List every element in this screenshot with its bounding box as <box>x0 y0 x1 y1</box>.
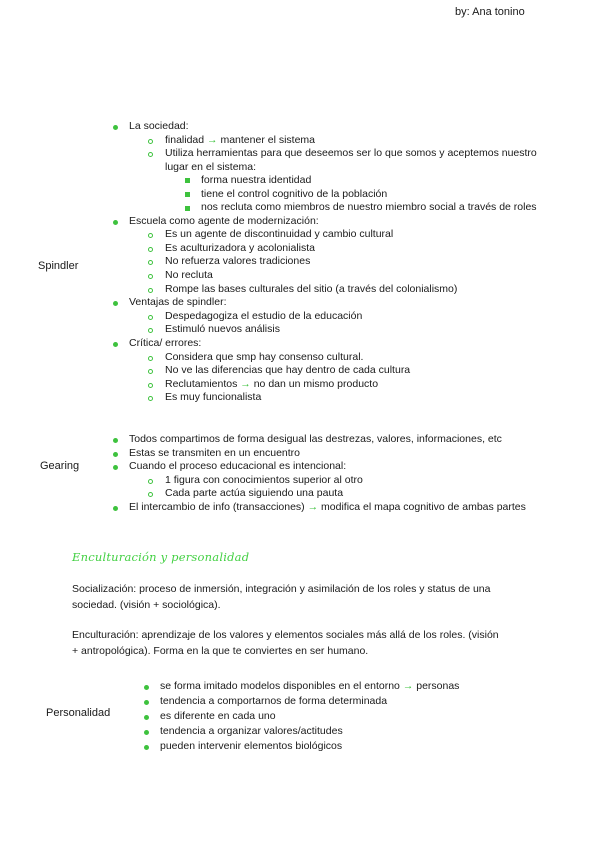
bullet-circle <box>148 152 153 157</box>
critica-item: No ve las diferencias que hay dentro de cada cultura <box>165 364 411 376</box>
item-sociedad: La sociedad: <box>129 120 189 132</box>
gearing-item: Estas se transmiten en un encuentro <box>129 447 301 459</box>
bullet-dot <box>113 506 118 511</box>
ventajas-item: Despedagogiza el estudio de la educación <box>165 310 363 322</box>
bullet-dot <box>144 715 149 720</box>
item-critica: Crítica/ errores: <box>129 337 202 349</box>
section-title: Enculturación y personalidad <box>72 550 250 564</box>
personalidad-item: es diferente en cada uno <box>160 710 276 722</box>
bullet-circle <box>148 247 153 252</box>
intercambio-text: El intercambio de info (transacciones) <box>129 501 305 513</box>
escuela-item: Es un agente de discontinuidad y cambio cultural <box>165 228 394 240</box>
bullet-dot <box>113 220 118 225</box>
enculturacion-line2: + antropológica). Forma en la que te conviertes en ser humano. <box>72 645 369 657</box>
bullet-circle <box>148 492 153 497</box>
reclut-result: no dan un mismo producto <box>253 378 379 390</box>
gearing-label: Gearing <box>40 460 80 472</box>
imitado-text: se forma imitado modelos disponibles en el entorno <box>160 680 400 692</box>
bullet-circle <box>148 369 153 374</box>
personalidad-item-imitado <box>160 680 459 694</box>
item-finalidad <box>165 134 315 148</box>
gearing-item: Cuando el proceso educacional es intencional: <box>129 460 347 472</box>
item-escuela: Escuela como agente de modernización: <box>129 215 319 227</box>
gearing-sub-item: Cada parte actúa siguiendo una pauta <box>165 487 344 499</box>
bullet-dot <box>113 452 118 457</box>
item-herramientas-cont: lugar en el sistema: <box>165 161 257 173</box>
bullet-dot <box>144 700 149 705</box>
bullet-dot <box>113 465 118 470</box>
bullet-dot <box>113 342 118 347</box>
bullet-dot <box>144 745 149 750</box>
reclut-text: Reclutamientos <box>165 378 238 390</box>
bullet-square <box>185 178 190 183</box>
arrow-icon: → <box>207 134 218 146</box>
bullet-circle <box>148 356 153 361</box>
sub-item: nos recluta como miembros de nuestro miembro social a través de roles <box>201 201 537 213</box>
finalidad-result: mantener el sistema <box>220 134 316 146</box>
escuela-item: No recluta <box>165 269 213 281</box>
intercambio-result: modifica el mapa cognitivo de ambas partes <box>321 501 526 513</box>
critica-item-reclutamientos <box>165 378 378 392</box>
bullet-circle <box>148 383 153 388</box>
finalidad-text: finalidad <box>165 134 205 146</box>
author-credit: by: Ana tonino <box>455 6 525 18</box>
escuela-item: Es aculturizadora y acolonialista <box>165 242 315 254</box>
gearing-item: Todos compartimos de forma desigual las destrezas, valores, informaciones, etc <box>129 433 502 445</box>
bullet-dot <box>144 730 149 735</box>
bullet-circle <box>148 315 153 320</box>
bullet-circle <box>148 260 153 265</box>
spindler-label: Spindler <box>38 260 79 272</box>
critica-item: Considera que smp hay consenso cultural. <box>165 351 364 363</box>
bullet-square <box>185 192 190 197</box>
socializacion-line1: Socialización: proceso de inmersión, integración y asimilación de los roles y status de una <box>72 583 491 595</box>
bullet-circle <box>148 139 153 144</box>
gearing-sub-item: 1 figura con conocimientos superior al otro <box>165 474 363 486</box>
bullet-dot <box>113 301 118 306</box>
item-herramientas: Utiliza herramientas para que deseemos ser lo que somos y aceptemos nuestro <box>165 147 537 159</box>
gearing-item-intercambio <box>129 501 526 515</box>
bullet-square <box>185 206 190 211</box>
bullet-circle <box>148 328 153 333</box>
item-ventajas: Ventajas de spindler: <box>129 296 227 308</box>
personalidad-item: pueden intervenir elementos biológicos <box>160 740 343 752</box>
arrow-icon: → <box>307 501 319 513</box>
bullet-circle <box>148 479 153 484</box>
sub-item: forma nuestra identidad <box>201 174 312 186</box>
escuela-item: No refuerza valores tradiciones <box>165 255 311 267</box>
arrow-icon: → <box>240 378 251 390</box>
bullet-dot <box>113 438 118 443</box>
bullet-dot <box>113 125 118 130</box>
personalidad-item: tendencia a comportarnos de forma determinada <box>160 695 388 707</box>
bullet-circle <box>148 274 153 279</box>
enculturacion-line1: Enculturación: aprendizaje de los valores y elementos sociales más allá de los roles. (visión <box>72 629 499 641</box>
bullet-circle <box>148 233 153 238</box>
bullet-circle <box>148 288 153 293</box>
ventajas-item: Estimuló nuevos análisis <box>165 323 280 335</box>
critica-item: Es muy funcionalista <box>165 391 262 403</box>
bullet-dot <box>144 685 149 690</box>
personalidad-label: Personalidad <box>46 707 111 719</box>
socializacion-line2: sociedad. (visión + sociológica). <box>72 599 221 611</box>
bullet-circle <box>148 396 153 401</box>
escuela-item: Rompe las bases culturales del sitio (a través del colonialismo) <box>165 283 458 295</box>
imitado-result: personas <box>416 680 460 692</box>
arrow-icon: → <box>402 680 414 692</box>
personalidad-item: tendencia a organizar valores/actitudes <box>160 725 343 737</box>
sub-item: tiene el control cognitivo de la población <box>201 188 388 200</box>
